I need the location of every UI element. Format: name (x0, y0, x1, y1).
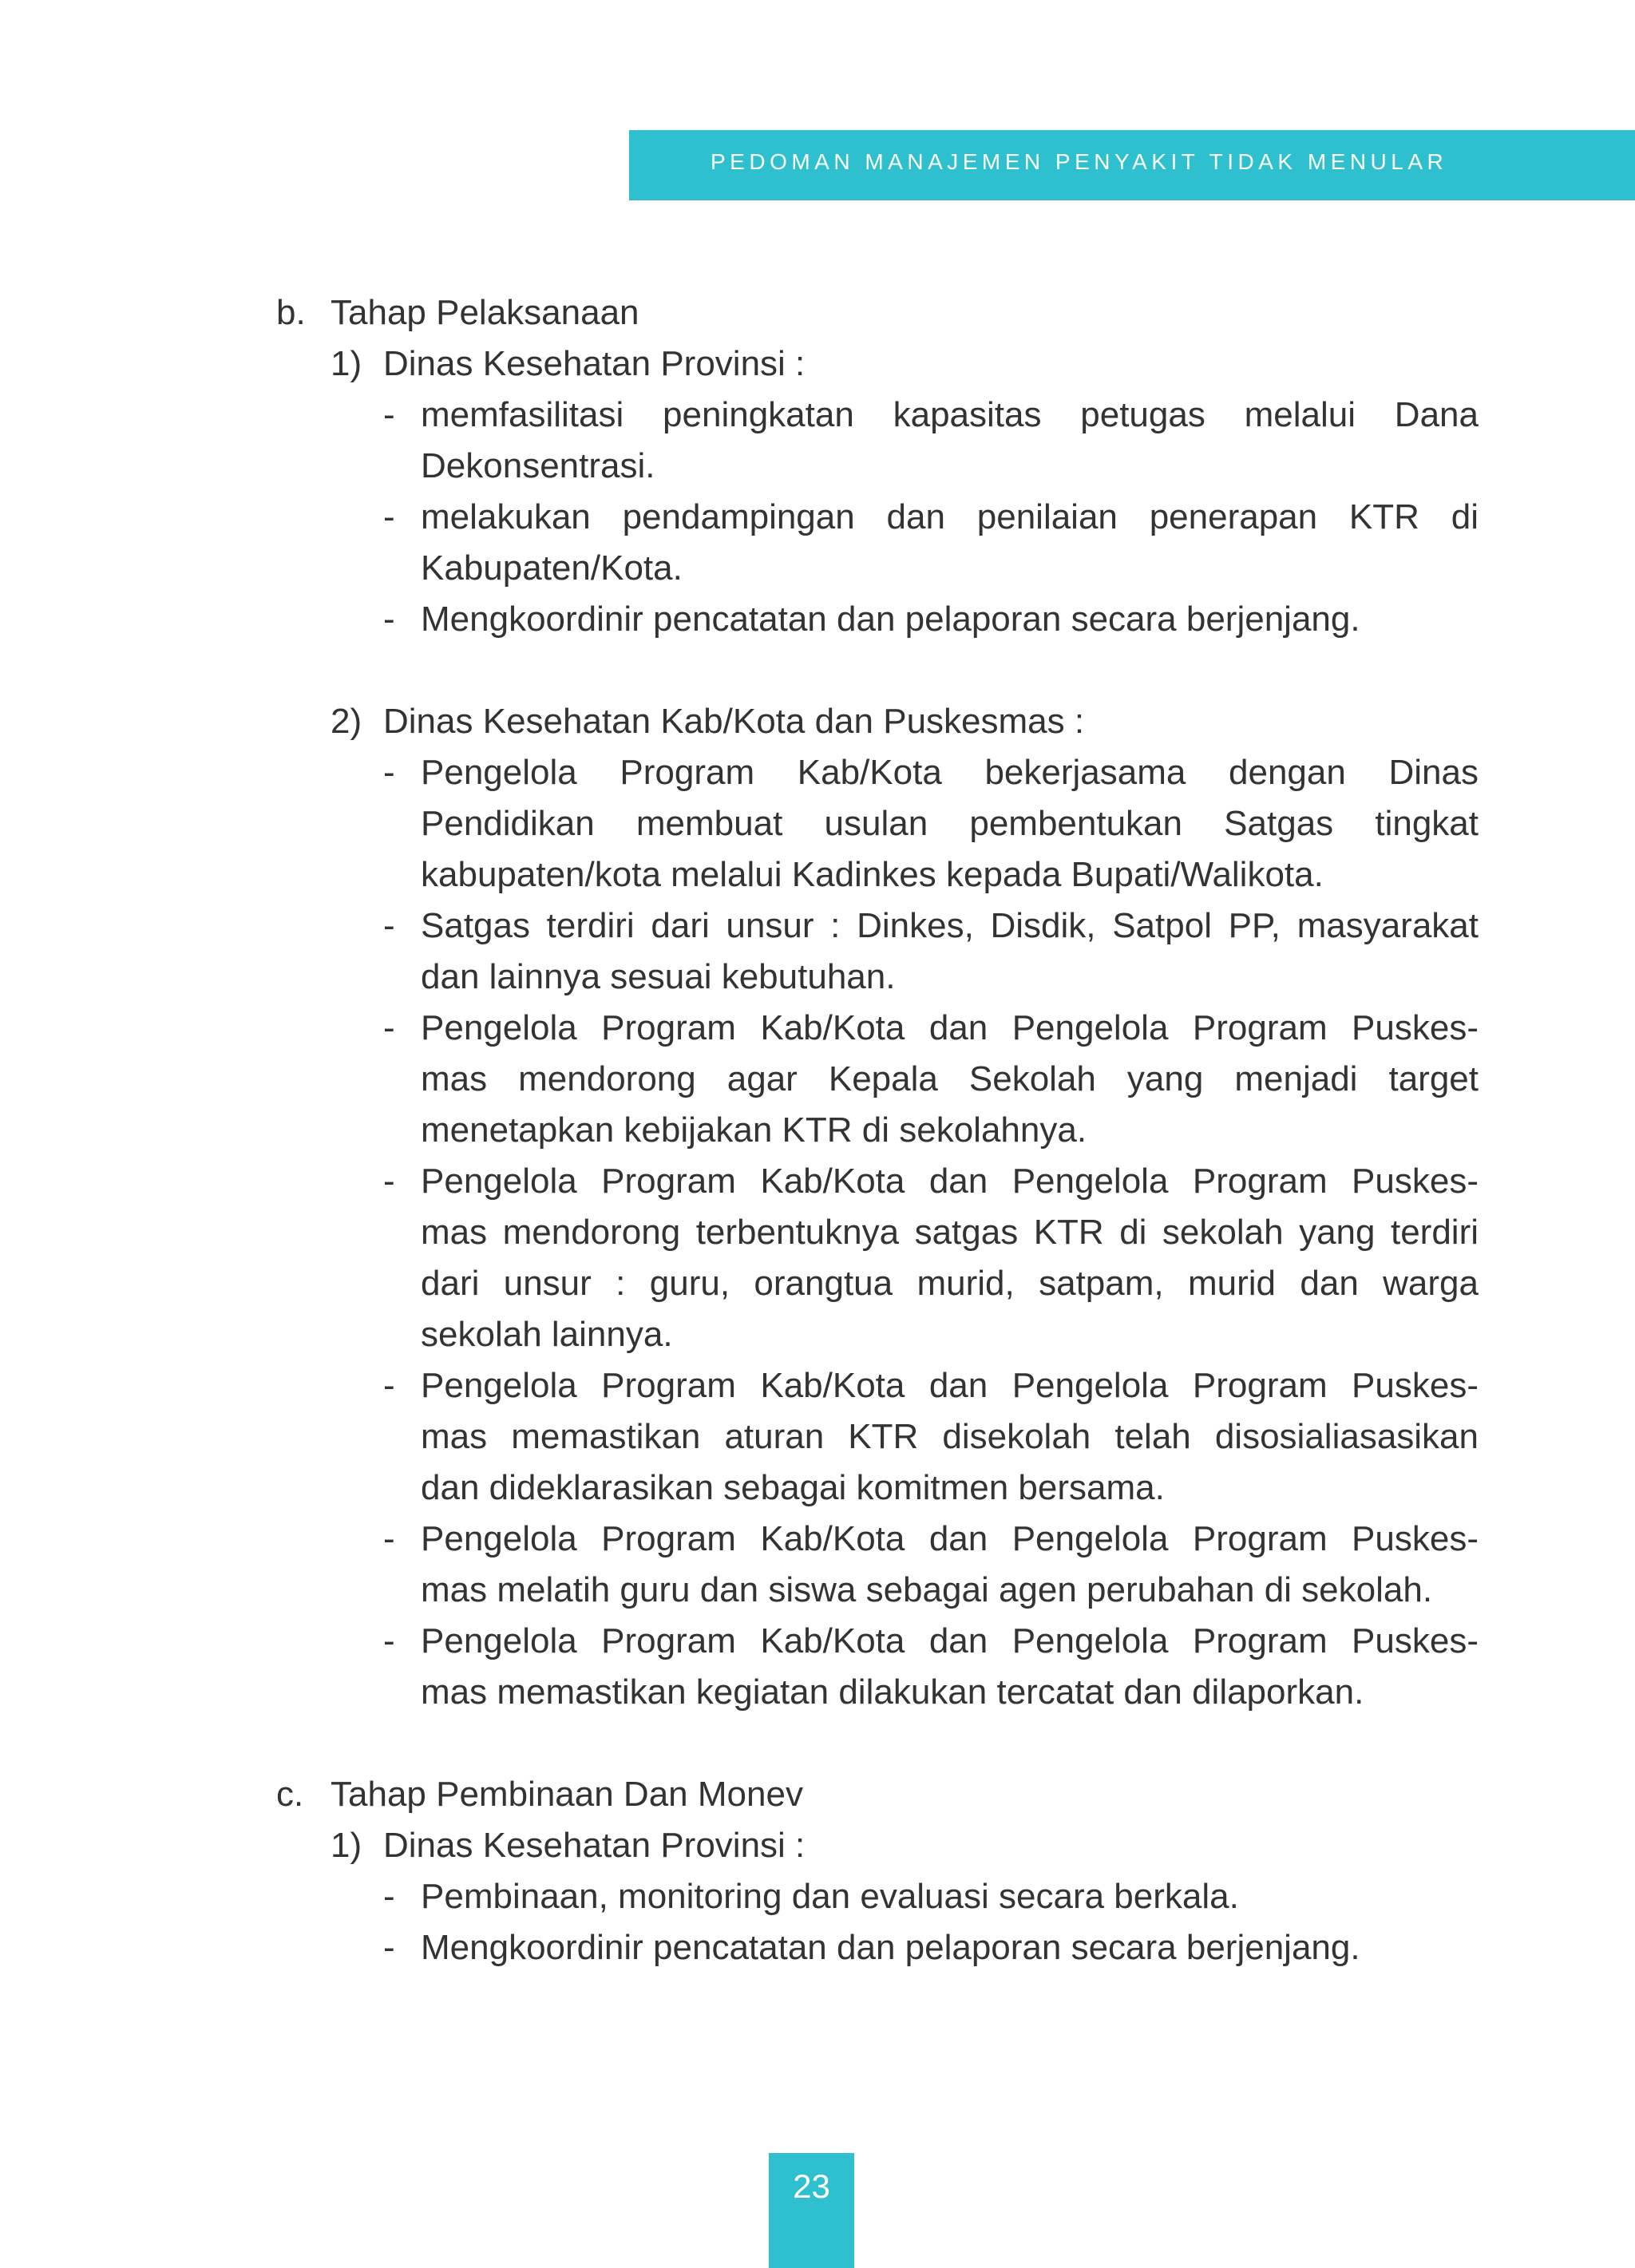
subsection-marker-c1: 1) (331, 1826, 362, 1865)
bullet-marker: - (383, 395, 395, 434)
bullet-marker: - (383, 906, 395, 945)
bullet-text-line: Dekonsentrasi. (421, 446, 655, 485)
subsection-marker-b1: 1) (331, 344, 362, 383)
header-title: PEDOMAN MANAJEMEN PENYAKIT TIDAK MENULAR (711, 149, 1448, 174)
bullet-text-line: dan lainnya sesuai kebutuhan. (421, 957, 896, 996)
page-number-box (769, 2153, 854, 2268)
section-title-b: Tahap Pelaksanaan (331, 293, 639, 332)
bullet-text-line: sekolah lainnya. (421, 1315, 673, 1354)
bullet-text-line: Pengelola Program Kab/Kota dan Pengelola Program Puskes- (421, 1519, 1479, 1558)
bullet-text-line: kabupaten/kota melalui Kadinkes kepada Bupati/Walikota. (421, 855, 1324, 894)
bullet-text-line: mas memastikan kegiatan dilakukan tercatat dan dilaporkan. (421, 1672, 1364, 1712)
bullet-text-line: mas melatih guru dan siswa sebagai agen perubahan di sekolah. (421, 1570, 1433, 1609)
bullet-text-line: menetapkan kebijakan KTR di sekolahnya. (421, 1110, 1087, 1150)
section-marker-b: b. (276, 293, 306, 332)
bullet-marker: - (383, 1928, 395, 1967)
subsection-title-b1: Dinas Kesehatan Provinsi : (383, 344, 806, 383)
bullet-text-line: Pembinaan, monitoring dan evaluasi secara berkala. (421, 1877, 1239, 1916)
bullet-text-line: Pengelola Program Kab/Kota bekerjasama dengan Dinas (421, 753, 1479, 792)
section-title-c: Tahap Pembinaan Dan Monev (331, 1775, 803, 1814)
running-header (629, 130, 1635, 200)
bullet-text-line: Pengelola Program Kab/Kota dan Pengelola Program Puskes- (421, 1162, 1479, 1201)
subsection-title-b2: Dinas Kesehatan Kab/Kota dan Puskesmas : (383, 702, 1085, 741)
bullet-text-line: Mengkoordinir pencatatan dan pelaporan secara berjenjang. (421, 1928, 1360, 1967)
bullet-text-line: mas mendorong agar Kepala Sekolah yang menjadi target (421, 1059, 1479, 1098)
bullet-text-line: Pendidikan membuat usulan pembentukan Satgas tingkat (421, 804, 1479, 843)
bullet-marker: - (383, 1008, 395, 1047)
bullet-text-line: Kabupaten/Kota. (421, 548, 683, 588)
subsection-marker-b2: 2) (331, 702, 362, 741)
subsection-title-c1: Dinas Kesehatan Provinsi : (383, 1826, 806, 1865)
bullet-text-line: mas mendorong terbentuknya satgas KTR di sekolah yang terdiri (421, 1213, 1479, 1252)
bullet-text-line: Pengelola Program Kab/Kota dan Pengelola Program Puskes- (421, 1366, 1479, 1405)
bullet-text-line: Pengelola Program Kab/Kota dan Pengelola Program Puskes- (421, 1008, 1479, 1047)
bullet-marker: - (383, 1621, 395, 1660)
page-number: 23 (793, 2167, 830, 2205)
bullet-text-line: memfasilitasi peningkatan kapasitas petugas melalui Dana (421, 395, 1479, 434)
section-marker-c: c. (276, 1775, 304, 1814)
bullet-marker: - (383, 600, 395, 639)
bullet-text-line: dari unsur : guru, orangtua murid, satpam, murid dan warga (421, 1264, 1479, 1303)
bullet-marker: - (383, 497, 395, 536)
bullet-marker: - (383, 753, 395, 792)
bullet-marker: - (383, 1366, 395, 1405)
bullet-marker: - (383, 1877, 395, 1916)
bullet-text-line: dan dideklarasikan sebagai komitmen bersama. (421, 1468, 1165, 1507)
bullet-text-line: melakukan pendampingan dan penilaian penerapan KTR di (421, 497, 1479, 536)
bullet-text-line: Pengelola Program Kab/Kota dan Pengelola Program Puskes- (421, 1621, 1479, 1660)
bullet-text-line: Satgas terdiri dari unsur : Dinkes, Disdik, Satpol PP, masyarakat (421, 906, 1479, 945)
bullet-text-line: mas memastikan aturan KTR disekolah telah disosialiasasikan (421, 1417, 1479, 1456)
bullet-marker: - (383, 1519, 395, 1558)
bullet-marker: - (383, 1162, 395, 1201)
bullet-text-line: Mengkoordinir pencatatan dan pelaporan secara berjenjang. (421, 600, 1360, 639)
